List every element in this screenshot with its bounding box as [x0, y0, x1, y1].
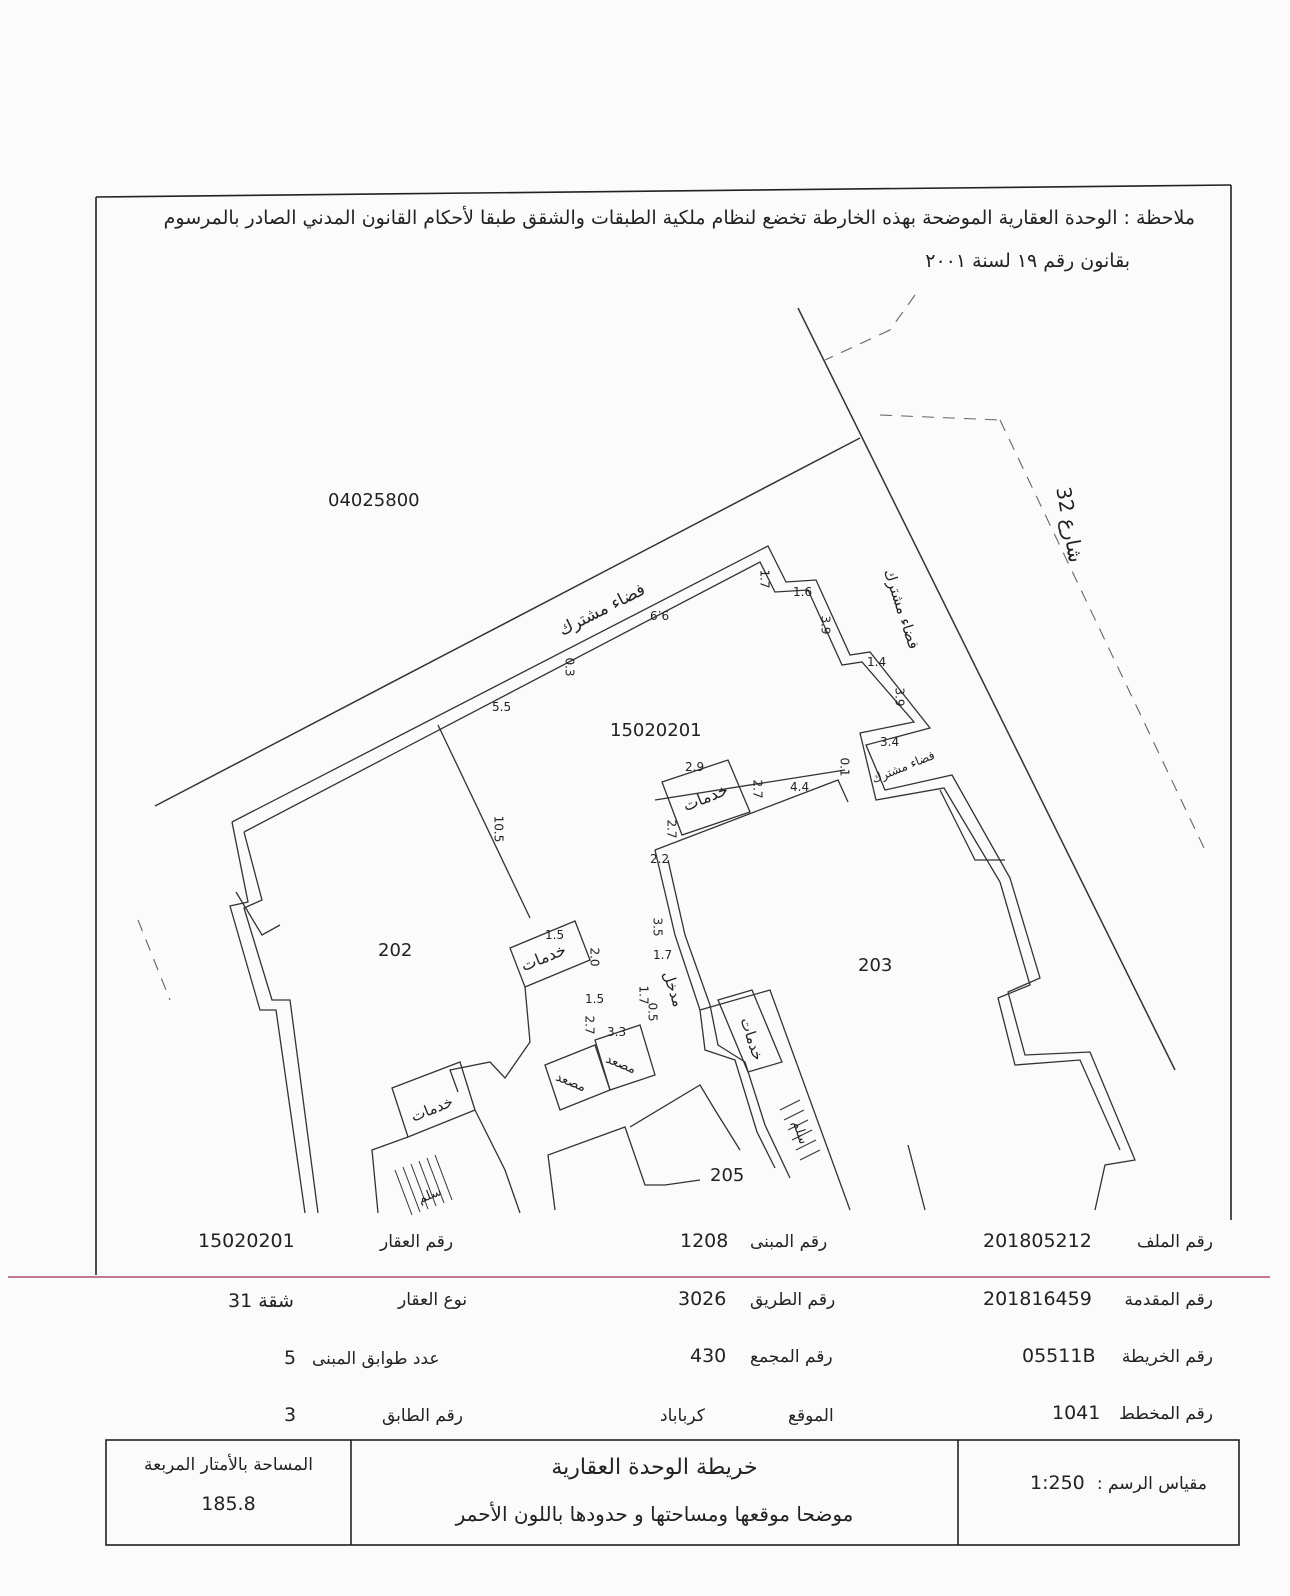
dimension-label: 10.5	[491, 815, 506, 843]
dimension-label: 9.9	[650, 608, 670, 622]
property-number-value: 15020201	[198, 1230, 295, 1252]
unit-205-label: 205	[710, 1165, 745, 1186]
plan-number-label: رقم المخطط	[1119, 1404, 1213, 1424]
services-label-1: خدمات	[518, 939, 569, 976]
legal-note-line2: بقانون رقم ١٩ لسنة ٢٠٠١	[925, 250, 1130, 272]
dimension-label: 5.5	[492, 700, 512, 714]
block-number-value: 430	[690, 1345, 727, 1367]
dimension-label: 2.7	[664, 819, 679, 839]
dimension-label: 0.5	[645, 1002, 660, 1022]
dimension-label: 3.4	[880, 735, 900, 749]
dimension-label: 0.1	[837, 757, 852, 777]
floor-number-value: 3	[284, 1404, 297, 1426]
dimension-label: 1.5	[545, 928, 565, 942]
road-number-label: رقم الطريق	[750, 1290, 836, 1310]
dimension-label: 3.5	[650, 917, 665, 937]
property-type-label: نوع العقار	[398, 1290, 468, 1310]
unit-203-label: 203	[858, 955, 893, 976]
map-number-value: 05511B	[1022, 1345, 1096, 1367]
dimension-label: 1.4	[867, 655, 887, 669]
services-label-2: خدمات	[680, 779, 731, 816]
dimension-label: 4.4	[790, 780, 810, 794]
dimension-label: 1.7	[636, 985, 651, 1005]
street-label: شارع 32	[1051, 485, 1089, 565]
dimension-label: 1.6	[793, 585, 813, 599]
property-number-label: رقم العقار	[380, 1232, 454, 1252]
scale-label: مقياس الرسم :	[1096, 1474, 1207, 1494]
parcel-number: 15020201	[610, 720, 702, 741]
entrance-label: مدخل	[659, 968, 688, 1010]
dimension-label: 3.3	[607, 1025, 627, 1039]
services-label-4: خدمات	[736, 1015, 768, 1063]
area-label: المساحة بالأمتار المربعة	[144, 1455, 313, 1475]
elevator-label-1: مصعد	[553, 1069, 589, 1096]
building-floors-label: عدد طوابق المبنى	[312, 1349, 440, 1369]
dimension-label: 2.0	[587, 947, 602, 967]
elevator-label-2: مصعد	[603, 1051, 639, 1078]
building-number-label: رقم المبنى	[750, 1232, 828, 1252]
file-number-value: 201805212	[983, 1230, 1092, 1252]
stairs-label-1: سلم	[416, 1184, 444, 1207]
unit-202-label: 202	[378, 940, 413, 961]
file-number-label: رقم الملف	[1136, 1232, 1213, 1252]
dimension-label: 0.3	[562, 657, 577, 677]
dimension-label: 2.2	[650, 852, 670, 866]
dimension-label: 1.7	[653, 948, 673, 962]
dimension-label: 1.5	[585, 992, 605, 1006]
common-space-label-small: فضاء مشترك	[869, 748, 937, 786]
services-label-3: خدمات	[408, 1092, 456, 1126]
dimension-label: 1.7	[757, 569, 772, 589]
common-space-label-right: فضاء مشترك	[880, 566, 923, 652]
building-number-value: 1208	[680, 1230, 729, 1252]
floor-number-label: رقم الطابق	[382, 1406, 463, 1426]
scale-value: 1:250	[1030, 1472, 1085, 1494]
application-number-value: 201816459	[983, 1288, 1092, 1310]
dimension-label: 2.9	[685, 760, 705, 774]
stairs-label-2: سلم	[789, 1118, 811, 1147]
dimension-label: 2.7	[582, 1015, 597, 1035]
area-value: 185.8	[201, 1493, 256, 1515]
dimension-label: 3.9	[892, 687, 907, 707]
document-title: خريطة الوحدة العقارية	[551, 1455, 758, 1480]
location-label: الموقع	[788, 1406, 834, 1426]
dimension-label: 3.9	[818, 615, 833, 635]
map-number-label: رقم الخريطة	[1121, 1347, 1213, 1367]
building-floors-value: 5	[284, 1347, 297, 1369]
document-subtitle: موضحا موقعها ومساحتها و حدودها باللون الأحمر	[455, 1502, 854, 1526]
plan-number-value: 1041	[1052, 1402, 1101, 1424]
road-number-value: 3026	[678, 1288, 727, 1310]
common-space-label-top: فضاء مشترك	[555, 579, 649, 641]
block-number-label: رقم المجمع	[750, 1347, 833, 1367]
dimension-label: 2.7	[750, 779, 765, 799]
location-value: كرباباد	[660, 1406, 705, 1426]
application-number-label: رقم المقدمة	[1124, 1290, 1213, 1310]
legal-note-line1: ملاحظة : الوحدة العقارية الموضحة بهذه الخارطة تخضع لنظام ملكية الطبقات والشقق طبقا لأحكام القانون المدني الصادر بالمرسوم	[163, 207, 1195, 229]
property-type-value: شقة 31	[228, 1290, 294, 1312]
neighbor-parcel-number: 04025800	[328, 490, 420, 511]
